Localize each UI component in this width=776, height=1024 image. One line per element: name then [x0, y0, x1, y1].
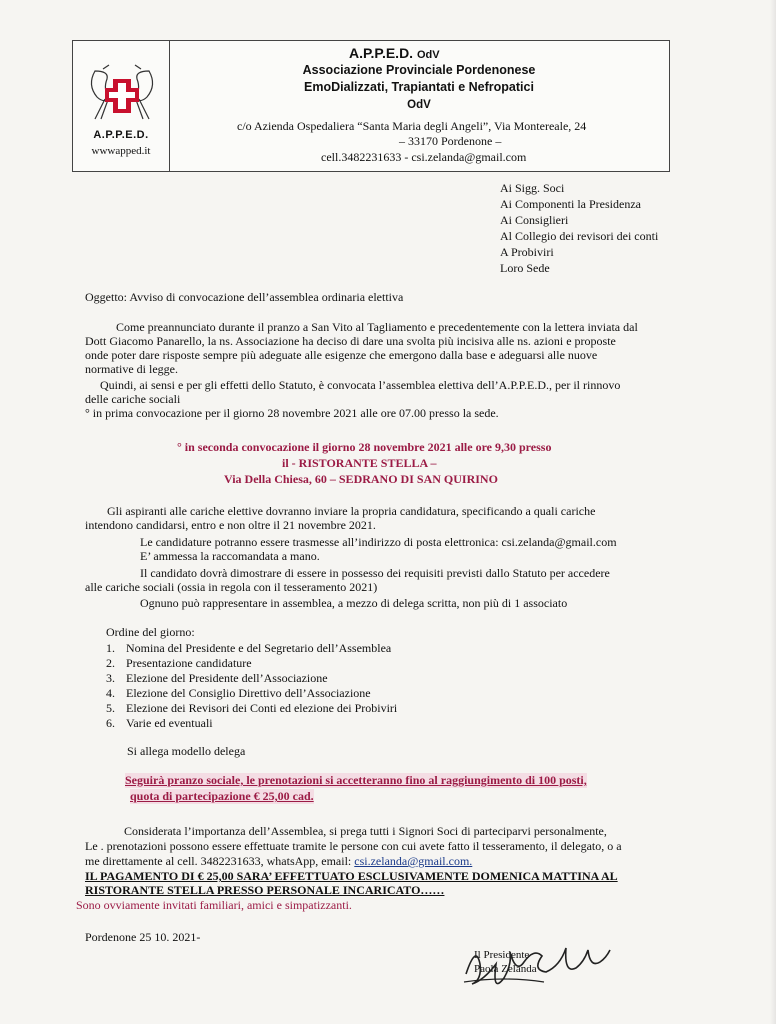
- first-call-line: ° in prima convocazione per il giorno 28 novembre 2021 alle ore 07.00 presso la sede.: [85, 406, 499, 420]
- agenda-item: Elezione del Consiglio Direttivo dell’Associazione: [126, 686, 371, 700]
- recipient: Ai Consiglieri: [500, 213, 569, 227]
- org-line-2: EmoDializzati, Trapiantati e Nefropatici: [304, 80, 534, 94]
- agenda-number: 5.: [106, 701, 115, 715]
- logo-text: A.P.P.E.D.: [93, 129, 149, 141]
- intro-line: Come preannunciato durante il pranzo a San Vito al Tagliamento e precedentemente con la lettera inviata dal: [116, 320, 638, 334]
- recipient: Ai Componenti la Presidenza: [500, 197, 641, 211]
- candidates-line: alle cariche sociali (ossia in regola con il tesseramento 2021): [85, 580, 378, 594]
- venue-address: Via Della Chiesa, 60 – SEDRANO DI SAN QUIRINO: [224, 472, 498, 486]
- candidates-line: intendono candidarsi, entro e non oltre il 21 novembre 2021.: [85, 518, 376, 532]
- closing-line: Le . prenotazioni possono essere effettuate tramite le persone con cui avete fatto il tesseramento, il delegato, o a: [85, 839, 622, 853]
- agenda-item: Elezione dei Revisori dei Conti ed elezione dei Probiviri: [126, 701, 398, 715]
- intro-line: Dott Giacomo Panarello, la ns. Associazione ha deciso di dare una svolta più incisiva alle ns. azioni e proposte: [85, 334, 616, 348]
- recipient: Ai Sigg. Soci: [500, 181, 565, 195]
- subject-line: Oggetto: Avviso di convocazione dell’assemblea ordinaria elettiva: [85, 290, 404, 304]
- org-line-3: OdV: [407, 99, 431, 111]
- intro-line: onde poter dare risposte sempre più adeguate alle esigenze che emergono dalla base e adeguarsi alle nuove: [85, 348, 598, 362]
- invite-line: Sono ovviamente invitati familiari, amici e simpatizzanti.: [76, 898, 352, 912]
- agenda-item: Nomina del Presidente e del Segretario dell’Assemblea: [126, 641, 392, 655]
- closing-line: [85, 854, 472, 869]
- signature-name: Paola Zelanda: [474, 963, 537, 975]
- intro-line: delle cariche sociali: [85, 392, 181, 406]
- scan-edge: [770, 0, 776, 1024]
- signature-title: Il Presidente: [474, 949, 530, 961]
- recipient: A Probiviri: [500, 245, 554, 259]
- candidates-line: Il candidato dovrà dimostrare di essere in possesso dei requisiti previsti dallo Statuto per accedere: [140, 566, 610, 580]
- closing-line: Considerata l’importanza dell’Assemblea, si prega tutti i Signori Soci di parteciparvi personalmente,: [124, 824, 607, 838]
- agenda-number: 4.: [106, 686, 115, 700]
- agenda-number: 3.: [106, 671, 115, 685]
- kidney-cross-logo-icon: [83, 61, 161, 125]
- org-name: [349, 45, 440, 61]
- recipient: Al Collegio dei revisori dei conti: [500, 229, 659, 243]
- place-date: Pordenone 25 10. 2021-: [85, 930, 201, 944]
- agenda-number: 1.: [106, 641, 115, 655]
- agenda-item: Elezione del Presidente dell’Associazione: [126, 671, 328, 685]
- payment-line: RISTORANTE STELLA PRESSO PERSONALE INCARICATO……: [85, 883, 445, 897]
- lunch-fee: quota di partecipazione € 25,00 cad.: [130, 789, 314, 803]
- candidates-line: Gli aspiranti alle cariche elettive dovranno inviare la propria candidatura, specificando a quali cariche: [107, 504, 596, 518]
- agenda-item: Varie ed eventuali: [126, 716, 213, 730]
- agenda-item: Presentazione candidature: [126, 656, 252, 670]
- candidates-line: Ognuno può rappresentare in assemblea, a mezzo di delega scritta, non più di 1 associato: [140, 596, 568, 610]
- org-line-1: Associazione Provinciale Pordenonese: [302, 63, 536, 77]
- org-name-text: A.P.P.E.D.: [349, 45, 414, 61]
- candidates-line: Le candidature potranno essere trasmesse all’indirizzo di posta elettronica: csi.zelanda@gmail.com: [140, 535, 617, 549]
- handwritten-signature: [460, 930, 650, 1010]
- email-link[interactable]: csi.zelanda@gmail.com.: [354, 854, 473, 868]
- agenda-number: 2.: [106, 656, 115, 670]
- lunch-notice: Seguirà pranzo sociale, le prenotazioni si accetteranno fino al raggiungimento di 100 posti,: [125, 773, 587, 787]
- letterhead: [72, 40, 670, 172]
- org-suffix: OdV: [416, 49, 440, 61]
- closing-line-text: me direttamente al cell. 3482231633, whatsApp, email:: [85, 854, 352, 868]
- attachment-note: Si allega modello delega: [127, 744, 246, 758]
- address-line-2: – 33170 Pordenone –: [399, 134, 502, 148]
- address-line-1: c/o Azienda Ospedaliera “Santa Maria degli Angeli”, Via Montereale, 24: [237, 119, 587, 133]
- second-call-line: ° in seconda convocazione il giorno 28 novembre 2021 alle ore 9,30 presso: [177, 440, 552, 454]
- recipient: Loro Sede: [500, 261, 550, 275]
- venue-name: il - RISTORANTE STELLA –: [282, 456, 437, 470]
- agenda-title: Ordine del giorno:: [106, 625, 195, 639]
- agenda-number: 6.: [106, 716, 115, 730]
- intro-line: Quindi, ai sensi e per gli effetti dello Statuto, è convocata l’assemblea elettiva dell’A.P.P.E.D., per il rinnovo: [100, 378, 621, 392]
- intro-line: normative di legge.: [85, 362, 178, 376]
- candidates-line: E’ ammessa la raccomandata a mano.: [140, 549, 320, 563]
- payment-line: IL PAGAMENTO DI € 25,00 SARA’ EFFETTUATO ESCLUSIVAMENTE DOMENICA MATTINA AL: [85, 869, 618, 883]
- website-link[interactable]: wwwapped.it: [91, 145, 151, 157]
- contact-line: cell.3482231633 - csi.zelanda@gmail.com: [321, 150, 527, 164]
